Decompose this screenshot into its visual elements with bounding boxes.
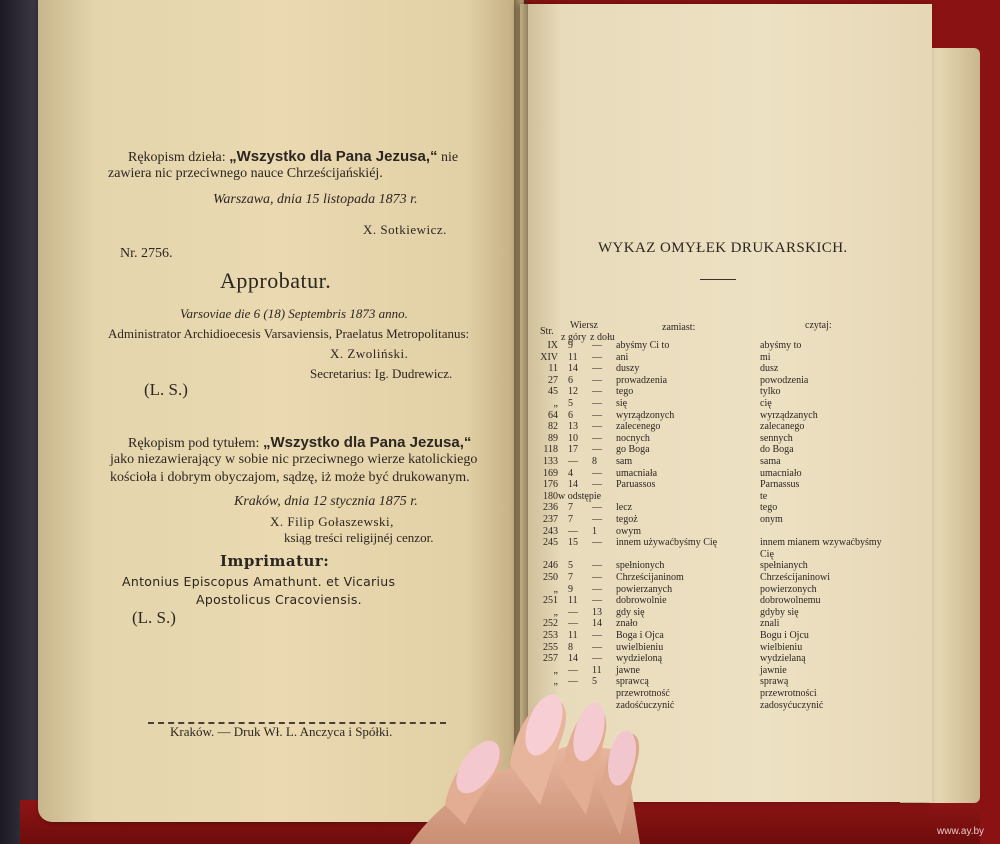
right-page [520, 4, 932, 802]
row-wrong-text: wydzieloną [616, 653, 663, 665]
row-line-top: 11 [568, 351, 578, 363]
row-line-top: 6 [568, 409, 573, 421]
row-wrong-text: lecz [616, 502, 633, 514]
row-line-bottom: — [592, 502, 602, 514]
row-line-top: 14 [568, 479, 578, 491]
row-wrong-text: duszy [616, 363, 640, 375]
row-line-bottom: — [592, 409, 602, 421]
row-correct-text: sprawą [760, 676, 789, 688]
row-page: 180 [543, 490, 558, 502]
row-line-bottom: — [592, 641, 602, 653]
row-line-bottom: — [592, 340, 602, 351]
row-correct-text: przewrotności [760, 688, 817, 699]
row-line-top: — [568, 456, 578, 467]
row-line-top: 13 [568, 421, 578, 433]
row-correct-text: dobrowolnemu [760, 595, 821, 607]
row-page: 246 [543, 560, 558, 572]
row-correct-text: abyśmy to [760, 340, 802, 351]
col-header-z-gory: z góry [561, 332, 587, 343]
row-line-top: 11 [568, 595, 578, 607]
block2-line3: kościoła i dobrym obyczajom, sądzę, iż może być drukowanym. [110, 470, 470, 485]
row-line-bottom: 8 [592, 456, 597, 467]
row-line-top: 15 [568, 537, 578, 549]
book-gutter [514, 0, 528, 810]
row-line-top: 9 [568, 340, 573, 351]
row-line-bottom: 11 [592, 664, 602, 676]
row-page: 89 [548, 432, 558, 444]
row-page: 82 [548, 421, 558, 433]
row-line-top: 8 [568, 641, 573, 653]
row-wrong-text: jawne [616, 664, 640, 676]
row-correct-text: sennych [760, 432, 793, 444]
row-wrong-text: zalecenego [616, 421, 661, 433]
row-line-top: — [568, 606, 578, 618]
row-wrong-text: dobrowolnie [616, 595, 667, 607]
col-header-wiersz: Wiersz [570, 320, 598, 331]
row-page: 169 [543, 467, 558, 479]
zwolinski-signer: X. Zwoliński. [330, 346, 409, 361]
row-page: 236 [543, 502, 558, 514]
book-title-2: „Wszystko dla Pana Jezusa,“ [262, 434, 472, 451]
row-correct-text: wydzielaną [760, 653, 806, 665]
row-correct-text: mi [760, 351, 771, 363]
row-page: 251 [543, 595, 558, 607]
col-header-z-dolu: z dołu [590, 332, 615, 343]
row-line-bottom: — [592, 467, 602, 479]
row-wrong-text: Chrześcijaninom [616, 572, 684, 583]
block1-line1: Rękopism dzieła: „Wszystko dla Pana Jezusa,“ nie [128, 148, 459, 165]
row-wrong-text: ani [616, 351, 629, 363]
row-wrong-text: prowadzenia [616, 374, 668, 386]
row-line-top: 17 [568, 444, 578, 456]
row-correct-text: Chrześcijaninowi [760, 572, 830, 583]
row-wrong-text: wyrządzonych [616, 409, 675, 421]
row-correct-text: powierzonych [760, 583, 817, 595]
book-title: „Wszystko dla Pana Jezusa,“ [229, 148, 438, 165]
row-wrong-text: nocnych [616, 432, 650, 444]
row-page: 243 [543, 525, 558, 537]
row-page: 27 [548, 374, 558, 386]
watermark: www.ay.by [937, 826, 985, 837]
row-page: XIV [540, 351, 558, 363]
row-line-bottom: — [592, 363, 602, 375]
row-line-bottom: 14 [592, 618, 602, 630]
row-correct-text: onym [760, 514, 783, 525]
row-correct-text: wyrządzanych [760, 409, 818, 421]
antonius-line: Antonius Episcopus Amathunt. et Vicarius [122, 574, 396, 589]
row-line-bottom: — [592, 583, 602, 595]
row-page: IX [547, 340, 558, 351]
row-line-top: 4 [568, 467, 573, 479]
block2-place-date: Kraków, dnia 12 stycznia 1875 r. [234, 494, 418, 509]
row-page: „ [553, 606, 558, 618]
block1-line2: zawiera nic przeciwnego nauce Chrześcijańskiéj. [108, 166, 383, 181]
row-line-top: 6 [568, 374, 573, 386]
row-wrong-text: Boga i Ojca [616, 630, 664, 641]
row-page: 257 [543, 653, 558, 665]
row-wrong-text: sprawcą [616, 676, 649, 688]
seal-ls-1: (L. S.) [144, 380, 188, 399]
document-number: Nr. 2756. [120, 246, 173, 261]
col-header-str: Str. [540, 326, 554, 337]
row-wrong-text: umacniała [616, 467, 658, 479]
block1-signer: X. Sotkiewicz. [363, 222, 447, 237]
row-page: 252 [543, 618, 558, 630]
row-correct-text: zadosyćuczynić [760, 699, 824, 711]
row-page: 245 [543, 537, 558, 549]
row-line-top: 9 [568, 583, 573, 595]
row-correct-text: spełnianych [760, 560, 808, 572]
block2-signer: X. Filip Gołaszewski, [270, 514, 394, 529]
row-line-top: 7 [568, 502, 573, 514]
row-page: „ [553, 583, 558, 595]
apostolicus-line: Apostolicus Cracoviensis. [196, 592, 362, 607]
block2-line1: Rękopism pod tytułem: „Wszystko dla Pana Jezusa,“ [128, 434, 472, 451]
row-line-bottom: 1 [592, 525, 597, 537]
row-correct-text: Parnassus [760, 479, 800, 491]
row-correct-text: zalecanego [760, 421, 805, 433]
row-correct-text: umacniało [760, 467, 802, 479]
row-line-top: 14 [568, 653, 578, 665]
row-wrong-text: znało [616, 618, 638, 630]
row-line-bottom: — [592, 421, 602, 433]
row-wrong-text: innem używaćbyśmy Cię [616, 537, 718, 549]
row-line-top: — [568, 664, 578, 676]
row-wrong-text: owym [616, 525, 641, 537]
row-page: 45 [548, 386, 558, 398]
row-page: „ [553, 664, 558, 676]
block1-place-date: Warszawa, dnia 15 listopada 1873 r. [213, 192, 418, 207]
row-correct-text: tylko [760, 386, 781, 398]
row-wrong-text: tego [616, 386, 634, 398]
col-header-czytaj: czytaj: [805, 320, 832, 331]
block2-line2: jako niezawierający w sobie nic przeciwnego wierze katolickiego [110, 452, 478, 467]
row-line-bottom: — [592, 572, 602, 583]
administrator-line: Administrator Archidioecesis Varsaviensis, Praelatus Metropolitanus: [108, 326, 470, 341]
row-line-top: — [568, 676, 578, 688]
row-line-bottom: — [592, 595, 602, 607]
row-line-bottom: — [592, 398, 602, 409]
row-correct-text: tego [760, 502, 778, 514]
row-wrong-text: powierzanych [616, 583, 673, 595]
row-line-top: 14 [568, 363, 578, 375]
row-correct-text: jawnie [760, 664, 787, 676]
row-line-top: 5 [568, 398, 573, 409]
row-wrong-text: tegoż [616, 514, 638, 525]
hand-photo [390, 695, 650, 844]
row-correct-text: Cię [760, 548, 774, 560]
row-line-bottom: 5 [592, 676, 597, 688]
printer-imprint: Kraków. — Druk Wł. L. Anczyca i Spółki. [170, 724, 393, 739]
row-correct-text: do Boga [760, 444, 794, 456]
row-correct-text: innem mianem wzywaćbyśmy [760, 537, 882, 549]
row-correct-text: Bogu i Ojcu [760, 630, 809, 641]
row-line-bottom: — [592, 444, 602, 456]
row-page: 250 [543, 572, 558, 583]
row-line-top: 10 [568, 432, 578, 444]
varsoviae-date: Varsoviae die 6 (18) Septembris 1873 anno. [180, 306, 408, 321]
row-wrong-text: się [616, 398, 628, 409]
row-page: 255 [543, 641, 558, 653]
row-line-top: — [568, 525, 578, 537]
row-page: 253 [543, 630, 558, 641]
row-page: 133 [543, 456, 558, 467]
row-line-bottom: 13 [592, 606, 602, 618]
row-line-bottom: — [592, 630, 602, 641]
row-line-top: 7 [568, 514, 573, 525]
row-page: 118 [543, 444, 558, 456]
row-line-top: — [568, 618, 578, 630]
row-correct-text: te [760, 490, 768, 502]
row-line-bottom: — [592, 653, 602, 665]
row-line-bottom: — [592, 479, 602, 491]
row-wrong-text: przewrotność [616, 688, 670, 699]
row-wrong-text: go Boga [616, 444, 650, 456]
row-wrong-text: spełnionych [616, 560, 665, 572]
row-line-top: 5 [568, 560, 573, 572]
row-wrong-text: uwielbieniu [616, 641, 664, 653]
row-page: 11 [548, 363, 558, 375]
row-line-bottom: — [592, 514, 602, 525]
errata-title: WYKAZ OMYŁEK DRUKARSKICH. [598, 240, 848, 256]
row-line-top: w odstępie [558, 490, 602, 502]
row-line-top: 11 [568, 630, 578, 641]
row-correct-text: sama [760, 456, 781, 467]
row-correct-text: cię [760, 398, 772, 409]
row-line-bottom: — [592, 432, 602, 444]
row-line-bottom: — [592, 351, 602, 363]
approbatur-heading: Approbatur. [220, 268, 332, 293]
row-line-top: 7 [568, 572, 573, 583]
row-correct-text: wielbieniu [760, 641, 803, 653]
row-page: 237 [543, 514, 558, 525]
row-page: „ [553, 398, 558, 409]
row-line-bottom: — [592, 560, 602, 572]
seal-ls-2: (L. S.) [132, 608, 176, 627]
row-page: „ [553, 676, 558, 688]
row-correct-text: dusz [760, 363, 779, 375]
title-rule [700, 279, 736, 280]
row-line-bottom: — [592, 537, 602, 549]
row-wrong-text: Paruassos [616, 479, 656, 491]
row-wrong-text: zadośćuczynić [616, 699, 675, 711]
secretarius-line: Secretarius: Ig. Dudrewicz. [310, 366, 453, 381]
row-correct-text: gdyby się [760, 606, 799, 618]
row-correct-text: powodzenia [760, 374, 809, 386]
row-line-top: 12 [568, 386, 578, 398]
row-wrong-text: gdy się [616, 606, 645, 618]
block2-role: ksiąg treści religijnéj cenzor. [284, 530, 434, 545]
row-wrong-text: abyśmy Ci to [616, 340, 670, 351]
row-page: 64 [548, 409, 558, 421]
row-correct-text: znali [760, 618, 780, 630]
row-page: 176 [543, 479, 558, 491]
col-header-zamiast: zamiast: [662, 322, 696, 333]
imprimatur-heading: Imprimatur: [220, 552, 330, 570]
row-wrong-text: sam [616, 456, 633, 467]
row-line-bottom: — [592, 386, 602, 398]
row-line-bottom: — [592, 374, 602, 386]
